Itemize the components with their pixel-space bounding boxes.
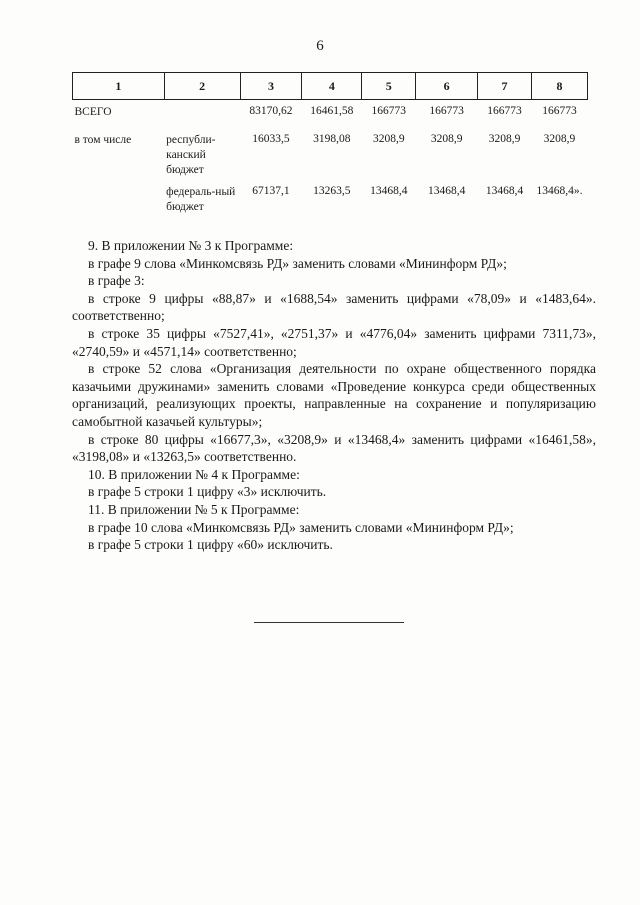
table-cell: 166773 xyxy=(371,105,406,117)
header-cell: 7 xyxy=(478,73,532,100)
table-cell xyxy=(164,100,240,128)
amendments-text xyxy=(72,237,596,554)
table-row xyxy=(73,127,588,181)
paragraph: в графе 3: xyxy=(88,273,145,289)
table-cell: федераль-ный бюджет xyxy=(166,186,236,213)
table-cell: 16461,58 xyxy=(310,105,354,117)
page-number: 6 xyxy=(316,38,324,54)
table-cell: 3198,08 xyxy=(313,133,351,145)
table-cell: 13468,4 xyxy=(370,185,408,197)
table-cell: 3208,9 xyxy=(430,133,463,145)
table-cell: 13468,4 xyxy=(427,185,466,197)
table-cell: 13468,4». xyxy=(536,185,583,197)
table-cell: 13468,4 xyxy=(485,185,524,197)
header-cell: 8 xyxy=(531,73,587,100)
table-cell: 13263,5 xyxy=(313,185,351,197)
table-cell: ВСЕГО xyxy=(74,106,112,118)
table-cell: 166773 xyxy=(429,105,464,117)
header-cell: 6 xyxy=(416,73,478,100)
table-row xyxy=(73,181,588,219)
paragraph: в строке 80 цифры «16677,3», «3208,9» и «13468,4» заменить цифрами «16461,58», «3198,08» и «13263,5» соответственно. xyxy=(72,431,596,465)
paragraph: в графе 5 строки 1 цифру «3» исключить. xyxy=(88,484,327,500)
table-cell xyxy=(73,181,165,219)
paragraph: в строке 35 цифры «7527,41», «2751,37» и «4776,04» заменить цифрами 7311,73», «2740,59» и «4571,14» соответственно; xyxy=(72,325,596,359)
table-cell: республи-канский бюджет xyxy=(166,134,216,176)
paragraph: в строке 52 слова «Организация деятельности по охране общественного порядка казачьими дружинами» заменить словами «Проведение конкурса среди общественных организаций, реализующих проекты, направленные на сохранение и популяризацию самобытной казачьей культуры»; xyxy=(72,361,596,429)
table-cell: 3208,9 xyxy=(372,133,405,145)
header-cell: 3 xyxy=(240,73,302,100)
paragraph: в строке 9 цифры «88,87» и «1688,54» заменить цифрами «78,09» и «1483,64». соответственно; xyxy=(72,290,596,324)
table-cell: 16033,5 xyxy=(252,133,290,145)
table-cell: 3208,9 xyxy=(488,133,521,145)
paragraph: в графе 9 слова «Минкомсвязь РД» заменить словами «Мининформ РД»; xyxy=(88,255,507,271)
table-cell: в том числе xyxy=(74,134,132,146)
end-divider xyxy=(254,622,404,623)
budget-table xyxy=(72,72,588,219)
table-cell: 166773 xyxy=(487,105,522,117)
header-cell: 2 xyxy=(164,73,240,100)
paragraph: в графе 5 строки 1 цифру «60» исключить. xyxy=(88,537,333,553)
header-cell: 5 xyxy=(362,73,416,100)
table-row xyxy=(73,100,588,128)
header-cell: 1 xyxy=(73,73,165,100)
paragraph: 9. В приложении № 3 к Программе: xyxy=(88,238,294,253)
table-header-row xyxy=(73,73,588,100)
table-cell: 166773 xyxy=(542,105,577,117)
paragraph: 10. В приложении № 4 к Программе: xyxy=(88,466,300,482)
header-cell: 4 xyxy=(302,73,362,100)
table-cell: 83170,62 xyxy=(249,105,293,117)
table-cell: 3208,9 xyxy=(543,133,576,145)
paragraph: 11. В приложении № 5 к Программе: xyxy=(88,501,300,517)
table-cell: 67137,1 xyxy=(252,185,290,197)
paragraph: в графе 10 слова «Минкомсвязь РД» заменить словами «Мининформ РД»; xyxy=(88,519,514,535)
